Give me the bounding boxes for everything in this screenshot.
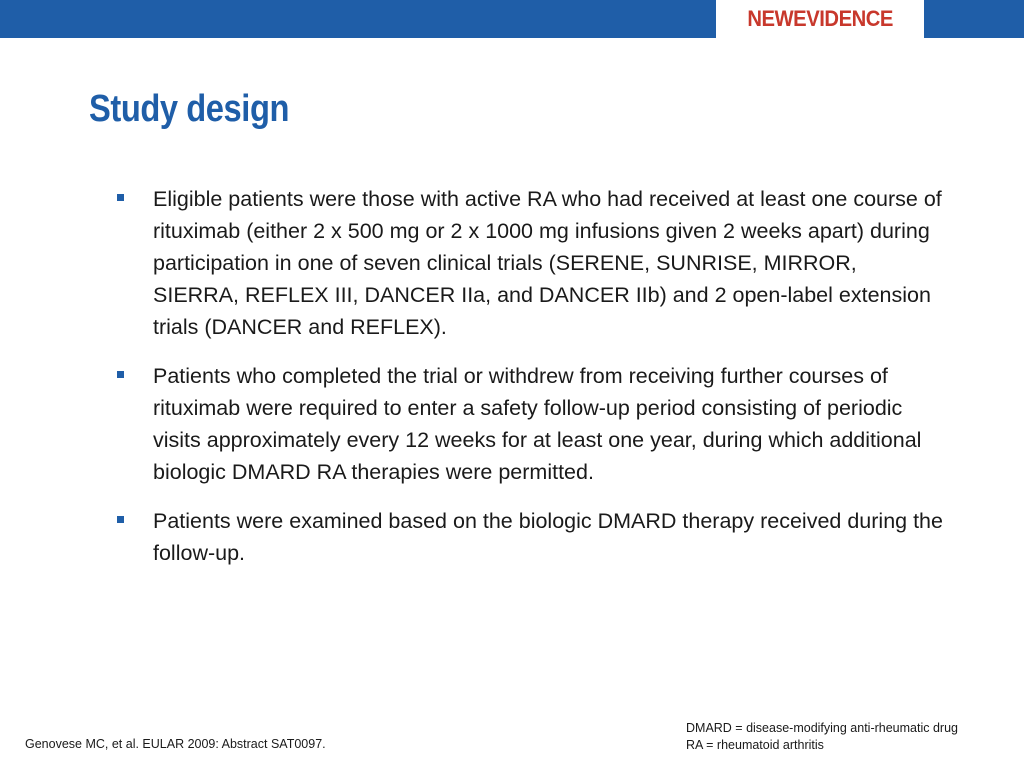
citation: Genovese MC, et al. EULAR 2009: Abstract SAT0097. (25, 737, 326, 751)
bullet-text: Eligible patients were those with active RA who had received at least one course of rituximab (either 2 x 500 mg or 2 x 1000 mg infusions given 2 weeks apart) during participation in one of seven clinical trials (SERENE, SUNRISE, MIRROR, SIERRA, REFLEX III, DANCER IIa, and DANCER IIb) and 2 open-label extension trials (DANCER and REFLEX). (153, 187, 942, 339)
logo-text-evidence: EVIDENCE (793, 6, 893, 31)
bullet-item-follow-up (113, 360, 943, 488)
abbreviation-list (686, 720, 958, 754)
logo-text-new: NEW (747, 6, 794, 31)
square-bullet-icon (117, 516, 124, 523)
slide-title: Study design (89, 88, 290, 130)
header-band (0, 0, 1024, 38)
bullet-text: Patients who completed the trial or withdrew from receiving further courses of rituximab were required to enter a safety follow-up period consisting of periodic visits approximately every 12 weeks for at least one year, during which additional biologic DMARD RA therapies were permitted. (153, 364, 922, 484)
bullet-text: Patients were examined based on the biologic DMARD therapy received during the follow-up. (153, 509, 943, 565)
newevidence-logo (716, 0, 924, 38)
bullet-item-eligibility (113, 183, 943, 343)
square-bullet-icon (117, 371, 124, 378)
square-bullet-icon (117, 194, 124, 201)
bullet-item-examination (113, 505, 943, 569)
bullet-list (113, 183, 943, 586)
abbreviation-dmard: DMARD = disease-modifying anti-rheumatic drug (686, 721, 958, 735)
logo-text (747, 8, 893, 30)
abbreviation-ra: RA = rheumatoid arthritis (686, 738, 824, 752)
